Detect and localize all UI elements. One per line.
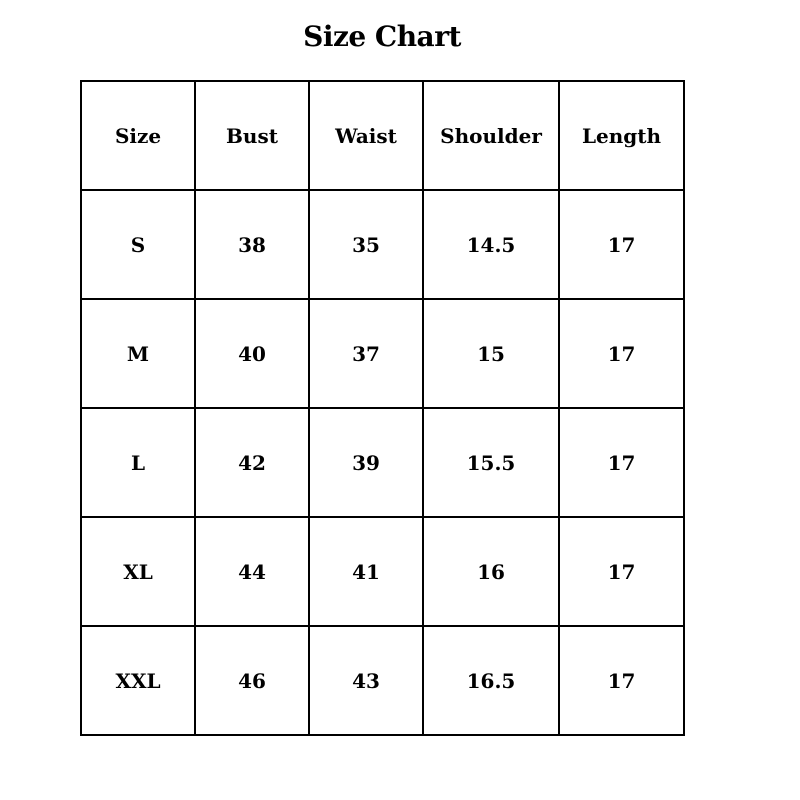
table-row — [81, 299, 684, 408]
cell-size: L — [81, 408, 195, 517]
table-row — [81, 408, 684, 517]
table-header-row — [81, 81, 684, 190]
cell-shoulder: 15.5 — [423, 408, 559, 517]
page-title: Size Chart — [303, 20, 461, 53]
cell-shoulder: 16 — [423, 517, 559, 626]
header-shoulder: Shoulder — [423, 81, 559, 190]
cell-bust: 42 — [195, 408, 309, 517]
cell-waist: 39 — [309, 408, 423, 517]
cell-shoulder: 15 — [423, 299, 559, 408]
cell-length: 17 — [559, 299, 684, 408]
table-row — [81, 626, 684, 735]
table-row — [81, 190, 684, 299]
cell-waist: 35 — [309, 190, 423, 299]
table-row — [81, 517, 684, 626]
cell-shoulder: 14.5 — [423, 190, 559, 299]
header-size: Size — [81, 81, 195, 190]
size-chart-table — [80, 80, 685, 736]
cell-shoulder: 16.5 — [423, 626, 559, 735]
cell-length: 17 — [559, 626, 684, 735]
cell-size: M — [81, 299, 195, 408]
header-length: Length — [559, 81, 684, 190]
cell-size: XL — [81, 517, 195, 626]
cell-bust: 38 — [195, 190, 309, 299]
cell-size: XXL — [81, 626, 195, 735]
cell-length: 17 — [559, 517, 684, 626]
header-waist: Waist — [309, 81, 423, 190]
cell-length: 17 — [559, 190, 684, 299]
cell-length: 17 — [559, 408, 684, 517]
cell-bust: 40 — [195, 299, 309, 408]
cell-bust: 44 — [195, 517, 309, 626]
cell-bust: 46 — [195, 626, 309, 735]
cell-size: S — [81, 190, 195, 299]
cell-waist: 37 — [309, 299, 423, 408]
header-bust: Bust — [195, 81, 309, 190]
cell-waist: 41 — [309, 517, 423, 626]
cell-waist: 43 — [309, 626, 423, 735]
